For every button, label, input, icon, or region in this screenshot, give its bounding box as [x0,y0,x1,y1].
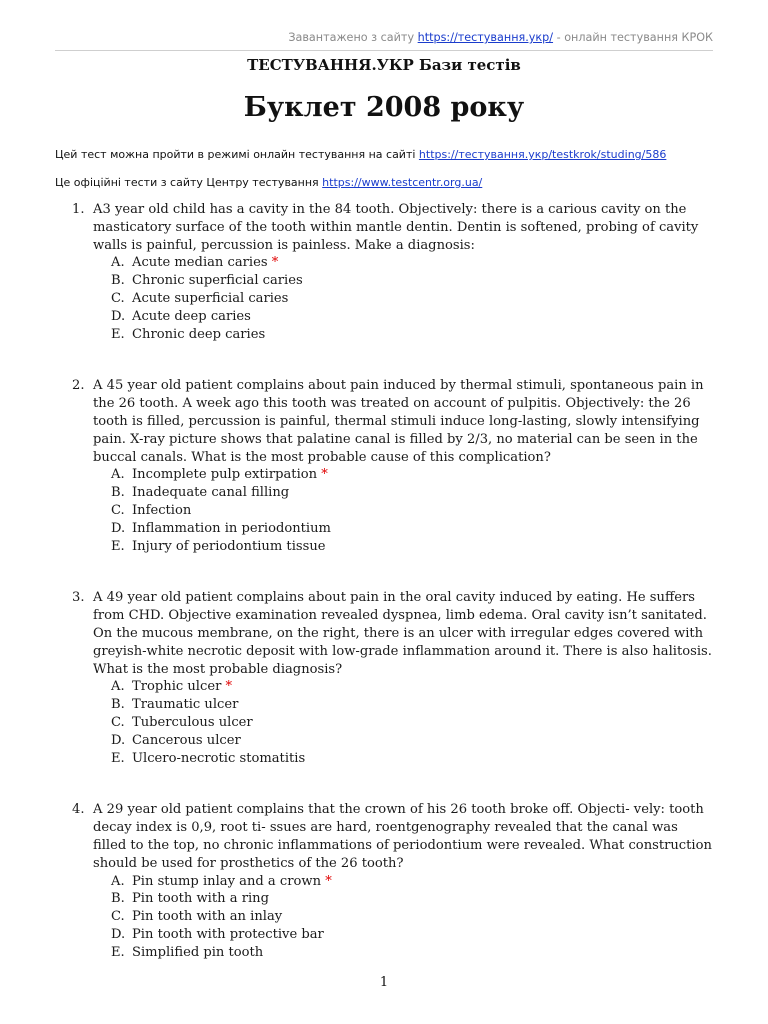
option-letter: E. [111,944,125,960]
option-a [93,873,715,891]
option-text: Infection [132,502,192,518]
correct-answer-marker: * [321,467,328,483]
option-list [93,873,715,962]
option-text: Pin tooth with an inlay [132,909,283,925]
option-c [93,714,715,732]
page-number: 1 [379,975,389,990]
question-number: 4. [72,802,85,818]
header-divider [55,50,713,51]
option-text: Pin stump inlay and a crown [132,873,322,889]
option-b [93,890,715,908]
option-letter: A. [111,467,125,483]
option-text: Traumatic ulcer [132,697,239,713]
option-text: Trophic ulcer [132,679,222,695]
option-letter: E. [111,750,125,766]
option-text: Inadequate canal filling [132,485,290,501]
option-text: Pin tooth with a ring [132,891,269,907]
download-source-suffix: - онлайн тестування КРОК [556,31,713,44]
option-text: Chronic superficial caries [132,273,303,289]
question-text: A 49 year old patient complains about pain in the oral cavity induced by eating. He suffers from CHD. Objective examination revealed dyspnea, limb edema. Oral cavity isn’t sanitated. On the mucous membrane, on the right, there is an ulcer with irregular edges covered with greyish-white necrotic deposit with low-grade inflammation around it. There is also halitosis. What is the most probable diagnosis? [93,590,712,677]
option-letter: C. [111,502,125,518]
official-source-info [55,176,482,189]
option-a [93,678,715,696]
option-b [93,272,715,290]
option-d [93,520,715,538]
question-text: A3 year old child has a cavity in the 84 tooth. Objectively: there is a carious cavity on the masticatory surface of the tooth within mantle dentin. Dentin is softened, probing of cavity walls is painful, percussion is painless. Make a diagnosis: [93,202,699,253]
option-letter: D. [111,926,126,942]
option-b [93,484,715,502]
correct-answer-marker: * [271,255,279,271]
option-letter: B. [111,697,125,713]
option-letter: D. [111,520,126,536]
option-letter: E. [111,326,125,342]
option-d [93,926,715,944]
official-source-info-text: Це офіційні тести з сайту Центру тестування [55,176,319,189]
question-3 [55,589,715,767]
option-text: Acute superficial caries [132,290,289,306]
option-letter: A. [111,873,125,889]
option-letter: C. [111,714,125,730]
option-c [93,290,715,308]
option-c [93,908,715,926]
site-link[interactable]: https://тестування.укр/ [417,31,554,44]
download-source-prefix: Завантажено з сайту [288,31,415,44]
option-list [93,466,715,555]
option-letter: A. [111,679,125,695]
question-1 [55,201,715,343]
option-text: Acute deep caries [132,308,251,324]
option-letter: C. [111,909,125,925]
option-letter: D. [111,732,126,748]
question-text: A 45 year old patient complains about pain induced by thermal stimuli, spontaneous pain in the 26 tooth. A week ago this tooth was treated on account of pulpitis. Objectively: the 26 tooth is filled, percussion is painful, thermal stimuli induce long-lasting, slowly intensifying pain. X-ray picture shows that palatine canal is filled by 2/3, no material can be seen in the buccal canals. What is the most probable cause of this complication? [93,378,704,465]
correct-answer-marker: * [225,679,233,695]
option-text: Chronic deep caries [132,326,266,342]
option-e [93,944,715,962]
question-4 [55,801,715,961]
testcentr-link[interactable]: https://www.testcentr.org.ua/ [322,176,483,189]
option-list [93,678,715,767]
question-number: 1. [72,202,85,217]
option-text: Inflammation in periodontium [132,520,331,536]
online-test-link[interactable]: https://тестування.укр/testkrok/studing/586 [418,148,667,161]
option-letter: B. [111,273,125,289]
correct-answer-marker: * [325,873,332,889]
option-e [93,326,715,344]
option-text: Acute median caries [132,255,268,271]
question-2 [55,377,715,555]
option-text: Tuberculous ulcer [132,714,253,730]
option-b [93,696,715,714]
option-list [93,254,715,343]
option-letter: A. [111,255,125,271]
question-number: 3. [72,590,85,606]
option-e [93,750,715,768]
option-text: Incomplete pulp extirpation [132,467,318,483]
option-text: Simplified pin tooth [132,944,264,960]
option-letter: E. [111,538,125,554]
option-letter: B. [111,891,125,907]
option-text: Cancerous ulcer [132,732,241,748]
question-number: 2. [72,378,85,394]
question-list [55,201,715,995]
question-text: A 29 year old patient complains that the crown of his 26 tooth broke off. Objecti- vely: tooth decay index is 0,9, root ti- ssues are hard, roentgenography revealed that the canal was filled to the top, no chronic inflammations of periodontium were revealed. What construction should be used for prosthetics of the 26 tooth? [93,802,712,871]
online-test-info-text: Цей тест можна пройти в режимі онлайн тестування на сайті [55,148,416,161]
option-text: Injury of periodontium tissue [132,538,326,554]
option-letter: D. [111,308,126,324]
option-letter: C. [111,290,125,306]
page-title: Буклет 2008 року [243,92,525,123]
option-a [93,466,715,484]
option-text: Pin tooth with protective bar [132,926,324,942]
option-a [93,254,715,272]
online-test-info [55,148,666,161]
option-letter: B. [111,485,125,501]
option-text: Ulcero-necrotic stomatitis [132,750,306,766]
option-c [93,502,715,520]
download-source-note [288,31,713,44]
option-d [93,308,715,326]
option-e [93,538,715,556]
site-title: ТЕСТУВАННЯ.УКР Бази тестів [247,56,521,74]
option-d [93,732,715,750]
